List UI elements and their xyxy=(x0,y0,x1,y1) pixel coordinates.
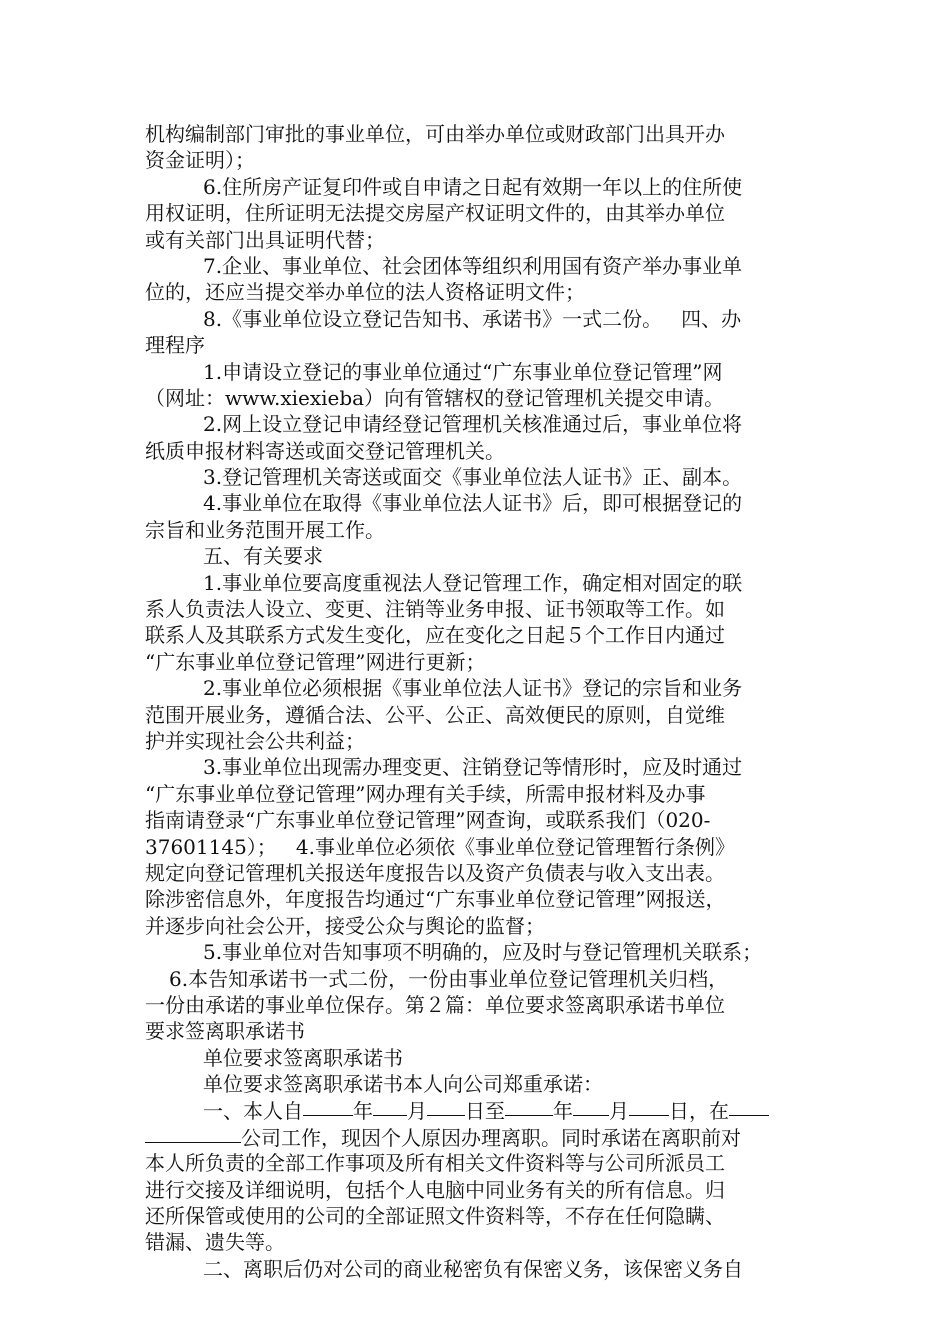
text-line: 系人负责法人设立、变更、注销等业务申报、证书领取等工作。如 xyxy=(145,597,725,622)
text-line: 要求签离职承诺书 xyxy=(145,1019,305,1044)
blank-field-day-from xyxy=(427,1095,465,1116)
text-line: 纸质申报材料寄送或面交登记管理机关。 xyxy=(145,438,505,463)
text-line: 2.网上设立登记申请经登记管理机关核准通过后，事业单位将 xyxy=(203,412,743,437)
text-line: 37601145）； 4.事业单位必须依《事业单位登记管理暂行条例》 xyxy=(145,834,735,859)
blank-field-company xyxy=(145,1122,241,1143)
text-line: 联系人及其联系方式发生变化，应在变化之日起５个工作日内通过 xyxy=(145,623,725,648)
blank-field-month-to xyxy=(573,1095,609,1116)
text-line: 资金证明）； xyxy=(145,148,255,173)
text-line: 单位要求签离职承诺书本人向公司郑重承诺： xyxy=(203,1072,603,1097)
text-line: 二、离职后仍对公司的商业秘密负有保密义务，该保密义务自 xyxy=(203,1256,743,1281)
text-line: 规定向登记管理机关报送年度报告以及资产负债表与收入支出表。 xyxy=(145,860,725,885)
text-line: “广东事业单位登记管理”网进行更新； xyxy=(145,649,486,674)
text-line: 5.事业单位对告知事项不明确的，应及时与登记管理机关联系； xyxy=(203,940,763,965)
label-year: 年 xyxy=(353,1099,373,1124)
text-line: 2.事业单位必须根据《事业单位法人证书》登记的宗旨和业务 xyxy=(203,676,743,701)
text-line: 并逐步向社会公开，接受公众与舆论的监督； xyxy=(145,913,545,938)
label-day-to: 日至 xyxy=(465,1099,505,1124)
blank-field-month-from xyxy=(373,1095,407,1116)
label-day-at: 日，在 xyxy=(669,1099,729,1124)
blank-field-day-to xyxy=(629,1095,669,1116)
text-line: 8.《事业单位设立登记告知书、承诺书》一式二份。 四、办 xyxy=(203,306,742,331)
text-line: 6.住所房产证复印件或自申请之日起有效期一年以上的住所使 xyxy=(203,174,743,199)
blank-field-year-to xyxy=(505,1095,553,1116)
text-line: 用权证明，住所证明无法提交房屋产权证明文件的，由其举办单位 xyxy=(145,201,725,226)
text-line: 宗旨和业务范围开展工作。 xyxy=(145,517,385,542)
text-line: （网址：www.xiexieba）向有管辖权的登记管理机关提交申请。 xyxy=(145,385,725,410)
text-line: 1.申请设立登记的事业单位通过“广东事业单位登记管理”网 xyxy=(203,359,723,384)
text-line: 机构编制部门审批的事业单位，可由举办单位或财政部门出具开办 xyxy=(145,122,725,146)
text-line: 错漏、遗失等。 xyxy=(145,1230,285,1255)
text-line: 1.事业单位要高度重视法人登记管理工作，确定相对固定的联 xyxy=(203,570,743,595)
text-line: 本人所负责的全部工作事项及所有相关文件资料等与公司所派员工 xyxy=(145,1151,725,1176)
blank-field-company-start xyxy=(729,1095,769,1116)
blank-field-year-from xyxy=(303,1095,353,1116)
label-year: 年 xyxy=(553,1099,573,1124)
text-line: 除涉密信息外，年度报告均通过“广东事业单位登记管理”网报送， xyxy=(145,887,726,912)
text-line: 3.登记管理机关寄送或面交《事业单位法人证书》正、副本。 xyxy=(203,465,743,490)
pledge-prefix: 一、本人自 xyxy=(203,1099,303,1124)
text-line: 范围开展业务，遵循合法、公平、公正、高效便民的原则，自觉维 xyxy=(145,702,725,727)
document-body xyxy=(145,121,810,1282)
text-line: 位的，还应当提交举办单位的法人资格证明文件； xyxy=(145,280,585,305)
text-line: 一份由承诺的事业单位保存。第２篇：单位要求签离职承诺书单位 xyxy=(145,992,725,1017)
text-line: 护并实现社会公共利益； xyxy=(145,728,365,753)
text-line: 6.本告知承诺书一式二份，一份由事业单位登记管理机关归档， xyxy=(169,966,729,991)
text-fragment: 公司工作，现因个人原因办理离职。同时承诺在离职前对 xyxy=(241,1125,741,1150)
text-line: 指南请登录“广东事业单位登记管理”网查询，或联系我们（020- xyxy=(145,808,711,833)
text-line: “广东事业单位登记管理”网办理有关手续，所需申报材料及办事 xyxy=(145,781,706,806)
text-line xyxy=(145,1124,810,1150)
text-line: 4.事业单位在取得《事业单位法人证书》后，即可根据登记的 xyxy=(203,491,743,516)
text-line: 进行交接及详细说明，包括个人电脑中同业务有关的所有信息。归 xyxy=(145,1177,725,1202)
text-line: 理程序 xyxy=(145,333,205,358)
text-line: 7.企业、事业单位、社会团体等组织利用国有资产举办事业单 xyxy=(203,253,743,278)
document-subtitle: 单位要求签离职承诺书 xyxy=(203,1045,403,1070)
label-month: 月 xyxy=(609,1099,629,1124)
section-heading: 五、有关要求 xyxy=(203,544,323,569)
text-line: 3.事业单位出现需办理变更、注销登记等情形时，应及时通过 xyxy=(203,755,743,780)
text-line: 或有关部门出具证明代替； xyxy=(145,227,385,252)
label-month: 月 xyxy=(407,1099,427,1124)
text-line: 还所保管或使用的公司的全部证照文件资料等，不存在任何隐瞒、 xyxy=(145,1204,725,1229)
pledge-date-line xyxy=(145,1097,810,1123)
